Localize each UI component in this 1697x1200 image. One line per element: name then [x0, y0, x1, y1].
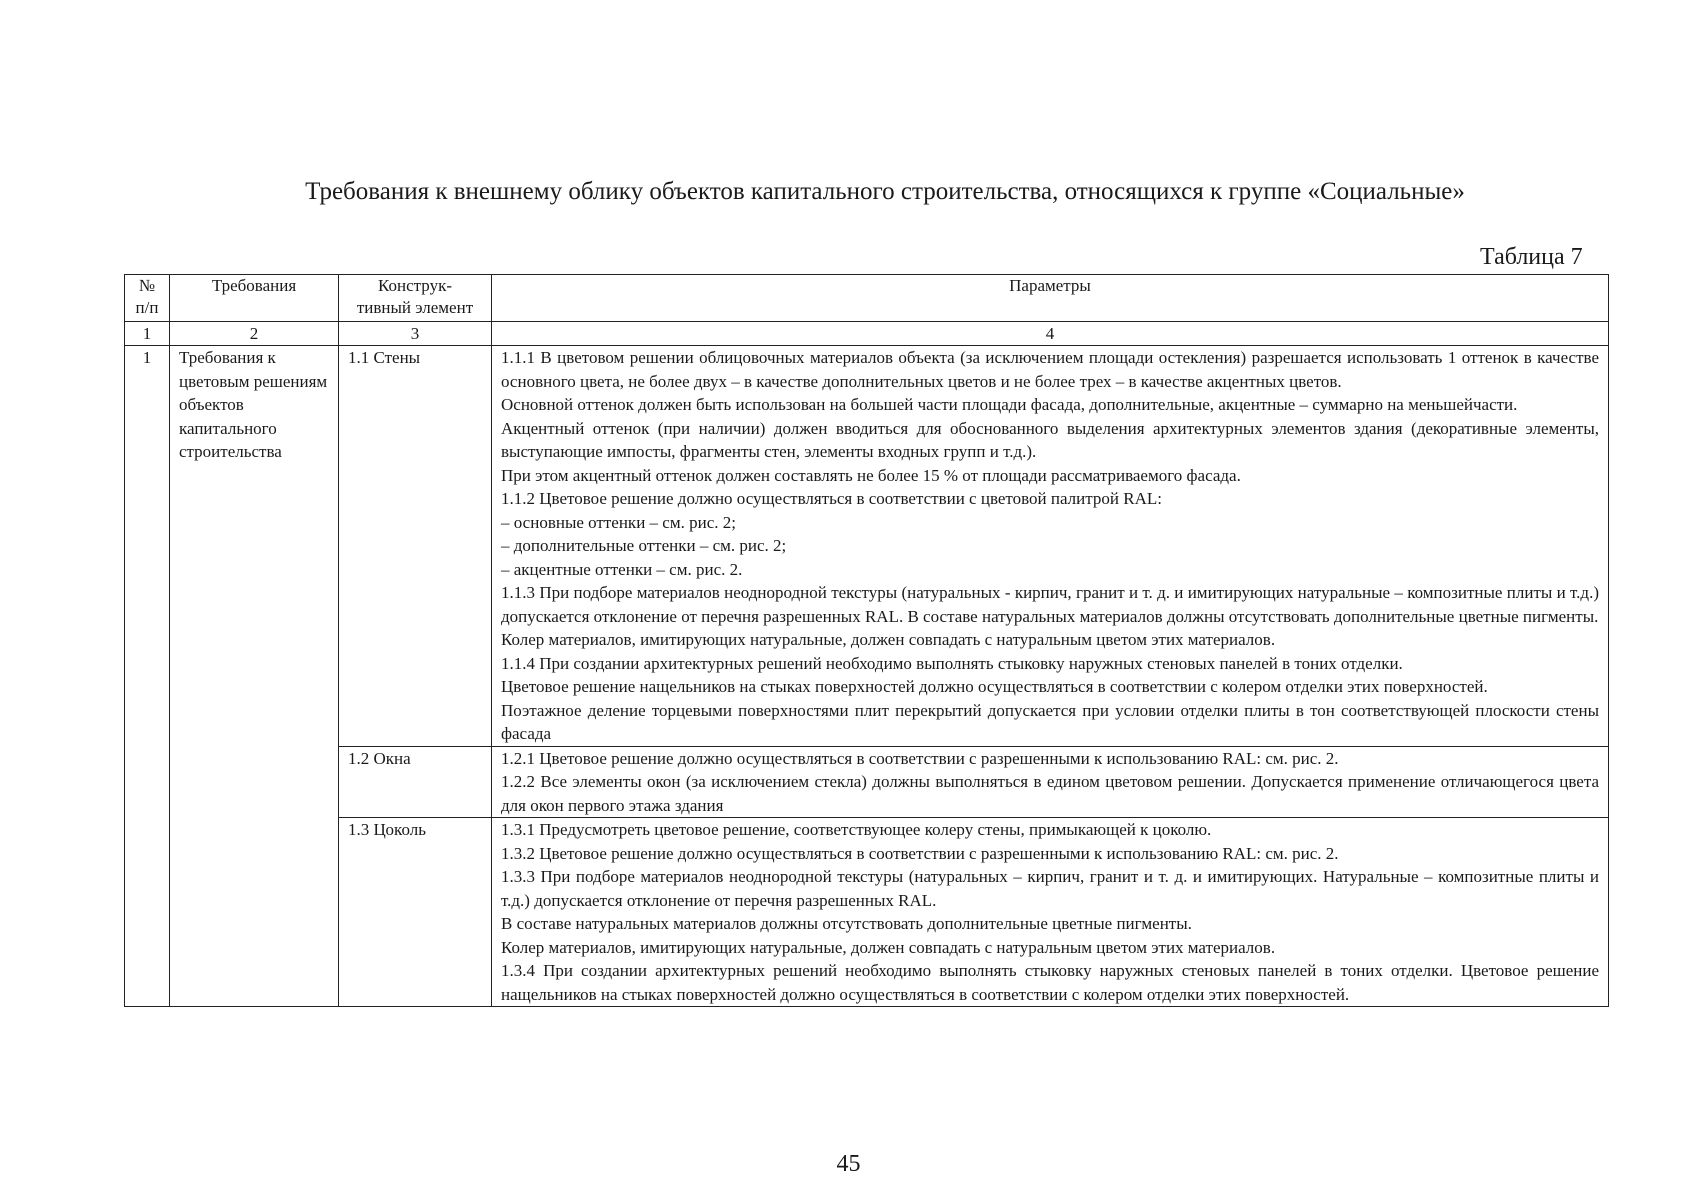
param-paragraph: 1.3.3 При подборе материалов неоднородной текстуры (натуральных – кирпич, гранит и т. д. и имитирующих. Натуральные – композитные плиты и т.д.) допускается отклонение от перечня разрешенных RAL.: [501, 867, 1599, 910]
header-element: [339, 275, 492, 322]
params-walls: [492, 346, 1609, 747]
table-row: [125, 346, 1609, 747]
params-windows: [492, 746, 1609, 818]
param-paragraph: 1.1.2 Цветовое решение должно осуществляться в соответствии с цветовой палитрой RAL:: [501, 489, 1162, 508]
param-paragraph: 1.3.4 При создании архитектурных решений необходимо выполнять стыковку наружных стеновых панелей в тоних отделки. Цветовое решение нащельников на стыках поверхностей должно осуществляться в соответствии с колером отделки этих поверхностей.: [501, 961, 1599, 1004]
row-number: 1: [125, 346, 170, 1007]
param-paragraph: Колер материалов, имитирующих натуральные, должен совпадать с натуральным цветом этих материалов.: [501, 937, 1276, 957]
table-number: Таблица 7: [1480, 244, 1583, 270]
column-number-row: [125, 322, 1609, 346]
column-number: 2: [170, 322, 339, 346]
requirements-table: [124, 274, 1609, 1007]
page-number: 45: [836, 1151, 861, 1177]
param-paragraph: 1.3.1 Предусмотреть цветовое решение, соответствующее колеру стены, примыкающей к цоколю.: [501, 820, 1212, 839]
param-paragraph: Поэтажное деление торцевыми поверхностями плит перекрытий допускается при условии отделки плиты в тон соответствующей плоскости стены фасада: [501, 700, 1599, 743]
header-element-line-1: Конструк-: [378, 276, 452, 295]
header-number-line-1: №: [138, 276, 156, 295]
param-paragraph: 1.1.3 При подборе материалов неоднородной текстуры (натуральных - кирпич, гранит и т. д. и имитирующих натуральные – композитные плиты и т.д.) допускается отклонение от перечня разрешенных RAL. В составе натуральных материалов должны отсутствовать дополнительные цветные пигменты.: [501, 583, 1599, 626]
table-header-row: [125, 275, 1609, 322]
param-paragraph: Акцентный оттенок (при наличии) должен вводиться для обоснованного выделения архитектурных элементов здания (декоративные элементы, выступающие импосты, фрагменты стен, элементы входных групп и т.д.).: [501, 418, 1599, 461]
element-windows: 1.2 Окна: [339, 746, 492, 818]
table-row: [125, 746, 1609, 818]
header-element-line-2: тивный элемент: [356, 298, 474, 317]
param-paragraph: 1.2.2 Все элементы окон (за исключением стекла) должны выполняться в едином цветовом решении. Допускается применение отличающегося цвета для окон первого этажа здания: [501, 772, 1599, 815]
table-row: [125, 818, 1609, 1007]
param-paragraph: 1.1.4 При создании архитектурных решений необходимо выполнять стыковку наружных стеновых панелей в тоних отделки.: [501, 653, 1403, 673]
param-paragraph: 1.3.2 Цветовое решение должно осуществляться в соответствии с разрешенными к использованию RAL: см. рис. 2.: [501, 843, 1339, 863]
param-paragraph: – акцентные оттенки – см. рис. 2.: [501, 559, 743, 579]
param-paragraph: В составе натуральных материалов должны отсутствовать дополнительные цветные пигменты.: [501, 914, 1192, 933]
column-number: 4: [492, 322, 1609, 346]
header-requirements: Требования: [170, 275, 339, 322]
column-number: 1: [125, 322, 170, 346]
param-paragraph: При этом акцентный оттенок должен составлять не более 15 % от площади рассматриваемого фасада.: [501, 465, 1241, 485]
param-paragraph: Цветовое решение нащельников на стыках поверхностей должно осуществляться в соответствии с колером отделки этих поверхностей.: [501, 677, 1488, 696]
header-number: [125, 275, 170, 322]
row-requirement: Требования к цветовым решениям объектов капитального строительства: [170, 346, 339, 1007]
param-paragraph: – основные оттенки – см. рис. 2;: [501, 512, 736, 532]
header-number-line-2: п/п: [135, 298, 159, 317]
column-number: 3: [339, 322, 492, 346]
params-plinth: [492, 818, 1609, 1007]
param-paragraph: 1.2.1 Цветовое решение должно осуществляться в соответствии с разрешенными к использованию RAL: см. рис. 2.: [501, 748, 1339, 768]
param-paragraph: Колер материалов, имитирующих натуральные, должен совпадать с натуральным цветом этих материалов.: [501, 630, 1276, 649]
header-parameters: Параметры: [492, 275, 1609, 322]
param-paragraph: – дополнительные оттенки – см. рис. 2;: [501, 536, 787, 555]
element-walls: 1.1 Стены: [339, 346, 492, 747]
param-paragraph: 1.1.1 В цветовом решении облицовочных материалов объекта (за исключением площади остекления) разрешается использовать 1 оттенок в качестве основного цвета, не более двух – в качестве дополнительных цветов и не более трех – в качестве акцентных цветов.: [501, 348, 1599, 391]
element-plinth: 1.3 Цоколь: [339, 818, 492, 1007]
page-title: Требования к внешнему облику объектов капитального строительства, относящихся к группе «Социальные»: [305, 178, 1465, 205]
param-paragraph: Основной оттенок должен быть использован на большей части площади фасада, дополнительные, акцентные – суммарно на меньшейчасти.: [501, 395, 1518, 414]
